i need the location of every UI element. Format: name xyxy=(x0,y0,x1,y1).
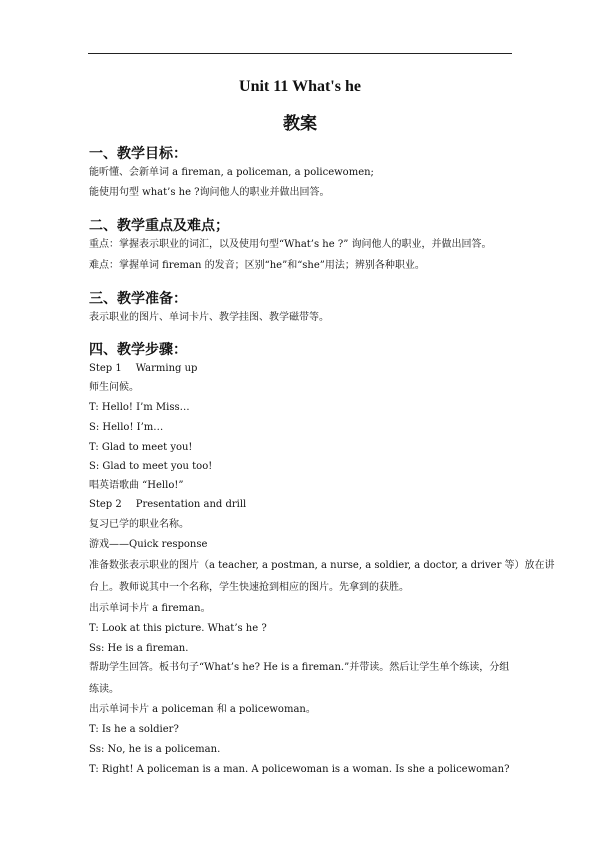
procedure-line: 出示单词卡片 a fireman。 xyxy=(89,603,211,614)
procedure-line: 准备数张表示职业的图片（a teacher, a postman, a nurse, a soldier, a doctor, a driver 等）放在讲 xyxy=(89,560,555,571)
key-point-line: 重点：掌握表示职业的词汇，以及使用句型“What’s he ?” 询问他人的职业，并做出回答。 xyxy=(89,239,492,250)
section-heading-preparation: 三、教学准备： xyxy=(89,291,187,307)
document-subtitle: 教案 xyxy=(283,114,317,134)
dialogue-line: Ss: He is a fireman. xyxy=(89,643,189,654)
step-1-label: Step 1 xyxy=(89,363,122,374)
objective-line: 能听懂、会新单词 a fireman, a policeman, a policewomen; xyxy=(89,167,374,178)
dialogue-line: T: Right! A policeman is a man. A policewoman is a woman. Is she a policewoman? xyxy=(89,764,510,775)
header-rule xyxy=(88,53,512,54)
procedure-line: 练读。 xyxy=(89,684,119,695)
dialogue-line: T: Look at this picture. What’s he ? xyxy=(89,623,267,634)
dialogue-line: T: Is he a soldier? xyxy=(89,724,179,735)
document-title: Unit 11 What's he xyxy=(239,78,361,95)
objective-line: 能使用句型 what’s he ?询问他人的职业并做出回答。 xyxy=(89,187,330,198)
procedure-line: 唱英语歌曲 “Hello!” xyxy=(89,480,184,491)
preparation-line: 表示职业的图片、单词卡片、教学挂图、教学磁带等。 xyxy=(89,312,329,323)
section-heading-key-points: 二、教学重点及难点； xyxy=(89,218,229,234)
step-2-line xyxy=(89,499,246,511)
procedure-line: 游戏——Quick response xyxy=(89,539,208,550)
step-2-title: Presentation and drill xyxy=(135,499,247,510)
procedure-line: 出示单词卡片 a policeman 和 a policewoman。 xyxy=(89,704,316,715)
section-heading-objectives: 一、教学目标： xyxy=(89,146,187,162)
step-2-label: Step 2 xyxy=(89,499,122,510)
procedure-line: 复习已学的职业名称。 xyxy=(89,519,189,530)
dialogue-line: S: Glad to meet you too! xyxy=(89,461,213,472)
step-1-title: Warming up xyxy=(135,363,198,374)
dialogue-line: Ss: No, he is a policeman. xyxy=(89,744,221,755)
dialogue-line: T: Glad to meet you! xyxy=(89,442,193,453)
step-1-line xyxy=(89,363,197,375)
section-heading-procedure: 四、教学步骤： xyxy=(89,342,187,358)
procedure-line: 台上。教师说其中一个名称，学生快速抢到相应的图片。先拿到的获胜。 xyxy=(89,582,409,593)
difficulty-line: 难点：掌握单词 fireman 的发音；区别“he”和“she”用法；辨别各种职业。 xyxy=(89,260,425,271)
procedure-line: 帮助学生回答。板书句子“What’s he? He is a fireman.”并带读。然后让学生单个练读，分组 xyxy=(89,662,510,673)
dialogue-line: T: Hello! I’m Miss… xyxy=(89,402,190,413)
dialogue-line: S: Hello! I’m… xyxy=(89,422,164,433)
procedure-line: 师生问候。 xyxy=(89,382,139,393)
